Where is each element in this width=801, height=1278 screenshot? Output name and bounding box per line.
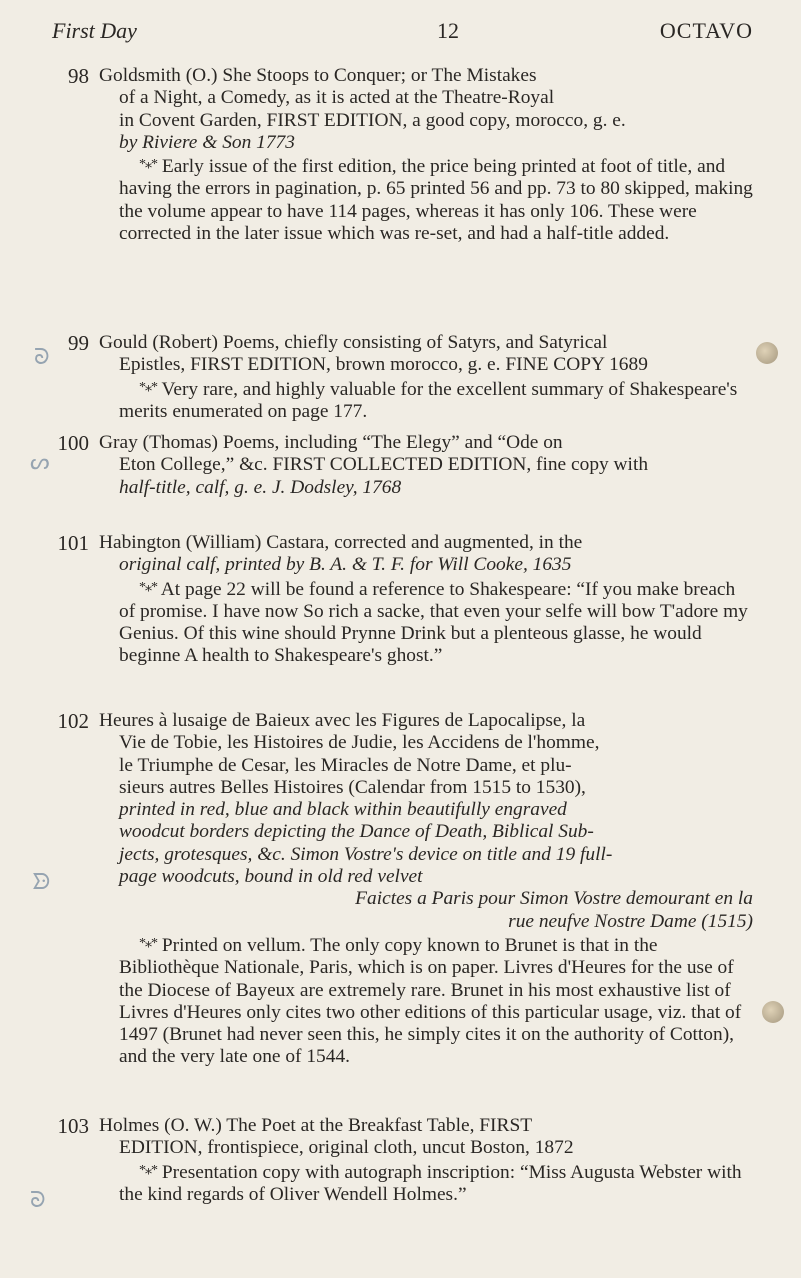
- lot-line: Heures à lusaige de Baieux avec les Figures de Lapocalipse, la: [99, 710, 586, 731]
- lot-number: 102: [57, 709, 89, 733]
- note-marker: *⁎*: [139, 1162, 157, 1178]
- lot-line: woodcut borders depicting the Dance of Death, Biblical Sub-: [119, 821, 594, 843]
- lot-number: 100: [57, 431, 89, 455]
- lot-note: [99, 154, 753, 245]
- lot-line: Eton College,” &c. FIRST COLLECTED EDITION, fine copy with: [119, 454, 649, 476]
- lot-100: [35, 432, 753, 499]
- pencil-mark: ᗦ: [32, 870, 51, 895]
- lot-line: Habington (William) Castara, corrected and augmented, in the: [99, 532, 583, 553]
- lot-number: 101: [57, 531, 89, 555]
- pencil-mark: ᔕ: [30, 450, 50, 475]
- lot-98: [35, 65, 753, 245]
- lot-note: [99, 1160, 753, 1207]
- note-marker: *⁎*: [139, 935, 157, 951]
- lot-line: in Covent Garden, FIRST EDITION, a good copy, morocco, g. e.: [119, 109, 626, 131]
- lot-description: [99, 65, 753, 245]
- lot-line: rue neufve Nostre Dame (1515): [508, 910, 753, 932]
- thumb-mark: [756, 342, 778, 364]
- lot-line: printed in red, blue and black within beautifully engraved: [119, 799, 567, 821]
- lot-line: Faictes a Paris pour Simon Vostre demourant en la: [355, 888, 753, 910]
- lot-102: [35, 710, 753, 1069]
- lot-line: page woodcuts, bound in old red velvet: [119, 866, 423, 888]
- header-day: First Day: [52, 18, 137, 43]
- header-format: OCTAVO: [659, 18, 753, 43]
- lot-line: EDITION, frontispiece, original cloth, uncut Boston, 1872: [119, 1137, 574, 1159]
- lot-line: jects, grotesques, &c. Simon Vostre's device on title and 19 full-: [119, 843, 613, 865]
- lot-number: 98: [68, 64, 89, 88]
- pencil-mark: ᘐ: [30, 1188, 46, 1213]
- lot-number: 99: [68, 331, 89, 355]
- running-header: [52, 12, 753, 46]
- note-marker: *⁎*: [139, 579, 157, 595]
- thumb-mark: [762, 1001, 784, 1023]
- lot-line: of a Night, a Comedy, as it is acted at the Theatre-Royal: [119, 87, 555, 109]
- lot-note: [99, 577, 753, 668]
- lot-line: by Riviere & Son 1773: [119, 131, 295, 153]
- lot-line: Goldsmith (O.) She Stoops to Conquer; or The Mistakes: [99, 65, 537, 86]
- note-text: Early issue of the first edition, the price being printed at foot of title, and having the errors in pagination, p. 65 printed 56 and pp. 73 to 80 skipped, making the volume appear to have 114 pages, whereas it has only 106. These were corrected in the later issue which was re-set, and had a half-title added.: [119, 156, 753, 245]
- lot-line: le Triumphe de Cesar, les Miracles de Notre Dame, et plu-: [119, 754, 572, 776]
- note-text: Presentation copy with autograph inscription: “Miss Augusta Webster with the kind regards of Oliver Wendell Holmes.”: [119, 1161, 742, 1205]
- note-text: At page 22 will be found a reference to Shakespeare: “If you make breach of promise. I have now So rich a sacke, that even your selfe will bow T'adore my Genius. Of this wine should Prynne Drink but a plenteous glasse, he would beginne A health to Shakespeare's ghost.”: [119, 578, 748, 667]
- lot-103: [35, 1115, 753, 1206]
- lot-description: [99, 532, 753, 668]
- lot-line: Holmes (O. W.) The Poet at the Breakfast Table, FIRST: [99, 1115, 533, 1136]
- lot-line: original calf, printed by B. A. & T. F. for Will Cooke, 1635: [119, 554, 572, 576]
- lot-note: [99, 377, 753, 424]
- lot-line: Gould (Robert) Poems, chiefly consisting of Satyrs, and Satyrical: [99, 332, 608, 353]
- note-text: Very rare, and highly valuable for the excellent summary of Shakespeare's merits enumerated on page 177.: [119, 378, 738, 422]
- note-marker: *⁎*: [139, 379, 157, 395]
- lot-line: Epistles, FIRST EDITION, brown morocco, g. e. FINE COPY 1689: [119, 354, 648, 376]
- lot-description: [99, 432, 753, 499]
- pencil-mark: ᘐ: [34, 345, 50, 370]
- lot-line: Vie de Tobie, les Histoires de Judie, les Accidens de l'homme,: [119, 732, 600, 754]
- lot-description: [99, 710, 753, 1069]
- page-number: 12: [437, 18, 459, 43]
- lot-line: sieurs autres Belles Histoires (Calendar from 1515 to 1530),: [119, 776, 586, 798]
- lot-number: 103: [57, 1114, 89, 1138]
- lot-101: [35, 532, 753, 668]
- lot-description: [99, 1115, 753, 1206]
- lot-description: [99, 332, 753, 423]
- lot-line: half-title, calf, g. e. J. Dodsley, 1768: [119, 476, 402, 498]
- lot-note: [99, 933, 753, 1069]
- note-marker: *⁎*: [139, 157, 157, 173]
- note-text: Printed on vellum. The only copy known to Brunet is that in the Bibliothèque Nationale, Paris, which is on paper. Livres d'Heures for the use of the Diocese of Bayeux are extremely rare. Brunet in his most exhaustive list of Livres d'Heures only cites two other editions of this particular usage, viz. that of 1497 (Brunet had never seen this, he simply cites it on the authority of Cotton), and the very late one of 1544.: [119, 934, 742, 1068]
- lot-line: Gray (Thomas) Poems, including “The Elegy” and “Ode on: [99, 432, 563, 453]
- lot-99: [35, 332, 753, 423]
